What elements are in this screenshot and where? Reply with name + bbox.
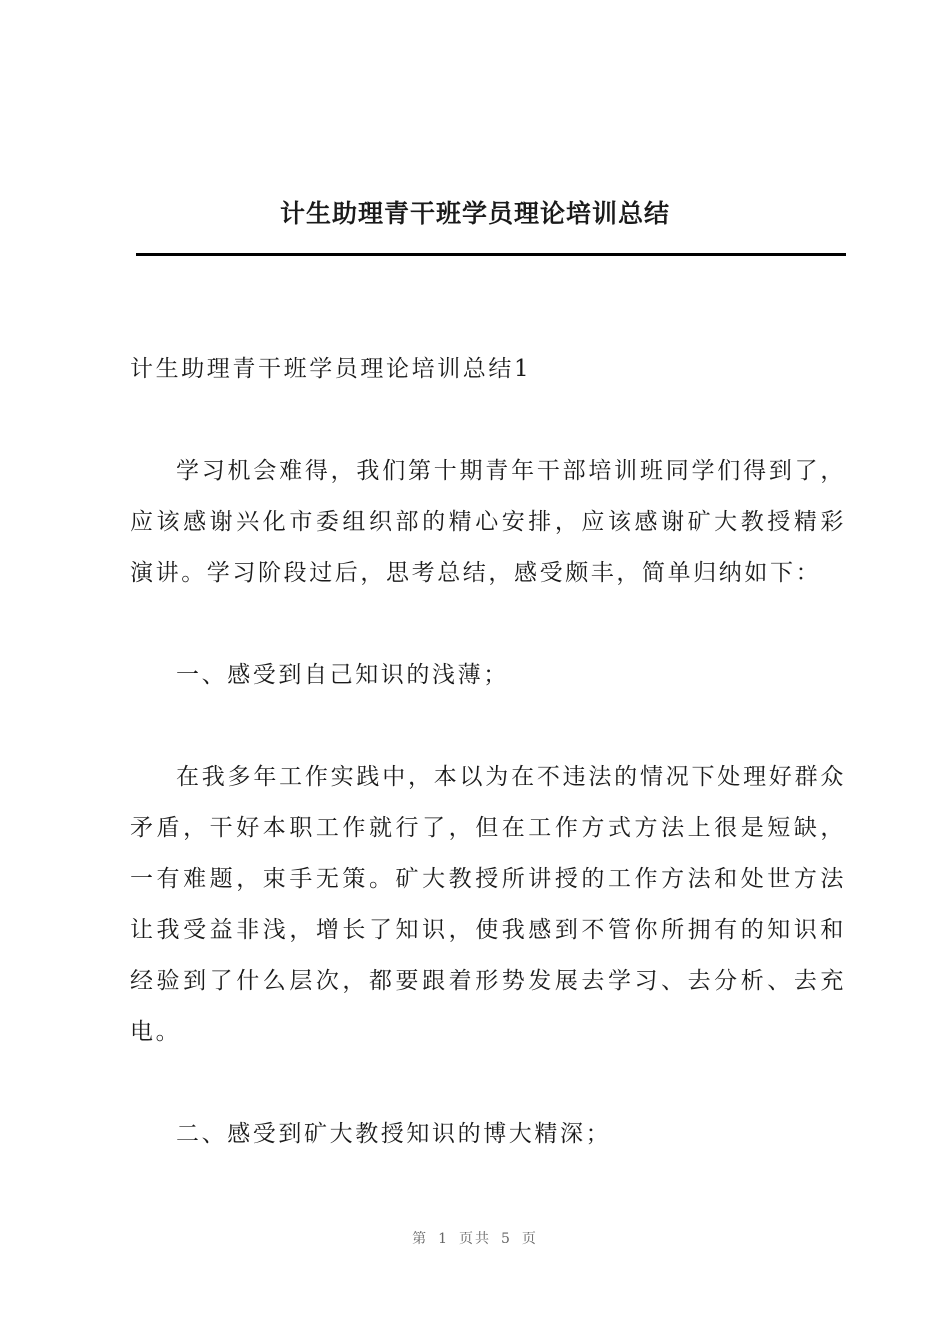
title-underline: [136, 253, 846, 256]
document-title: 计生助理青干班学员理论培训总结: [279, 199, 670, 228]
footer-total-pages: 5: [501, 1231, 512, 1247]
footer-page-number: 1: [438, 1231, 449, 1247]
paragraph-intro: 学习机会难得，我们第十期青年干部培训班同学们得到了，应该感谢兴化市委组织部的精心安排，应该感谢矿大教授精彩演讲。学习阶段过后，思考总结，感受颇丰，简单归纳如下：: [130, 458, 846, 586]
paragraph-point-one: 一、感受到自己知识的浅薄；: [176, 662, 509, 688]
page-footer: [0, 1228, 950, 1248]
document-body: [130, 344, 846, 1160]
footer-middle: 页共: [459, 1231, 491, 1247]
section-heading: 计生助理青干班学员理论培训总结1: [130, 356, 532, 382]
footer-suffix: 页: [521, 1231, 538, 1247]
paragraph-practice: 在我多年工作实践中，本以为在不违法的情况下处理好群众矛盾，干好本职工作就行了，但在工作方式方法上很是短缺，一有难题，束手无策。矿大教授所讲授的工作方法和处世方法让我受益非浅，增长了知识，使我感到不管你所拥有的知识和经验到了什么层次，都要跟着形势发展去学习、去分析、去充电。: [130, 764, 846, 1045]
paragraph-point-two: 二、感受到矿大教授知识的博大精深；: [176, 1121, 612, 1147]
footer-prefix: 第: [412, 1231, 429, 1247]
